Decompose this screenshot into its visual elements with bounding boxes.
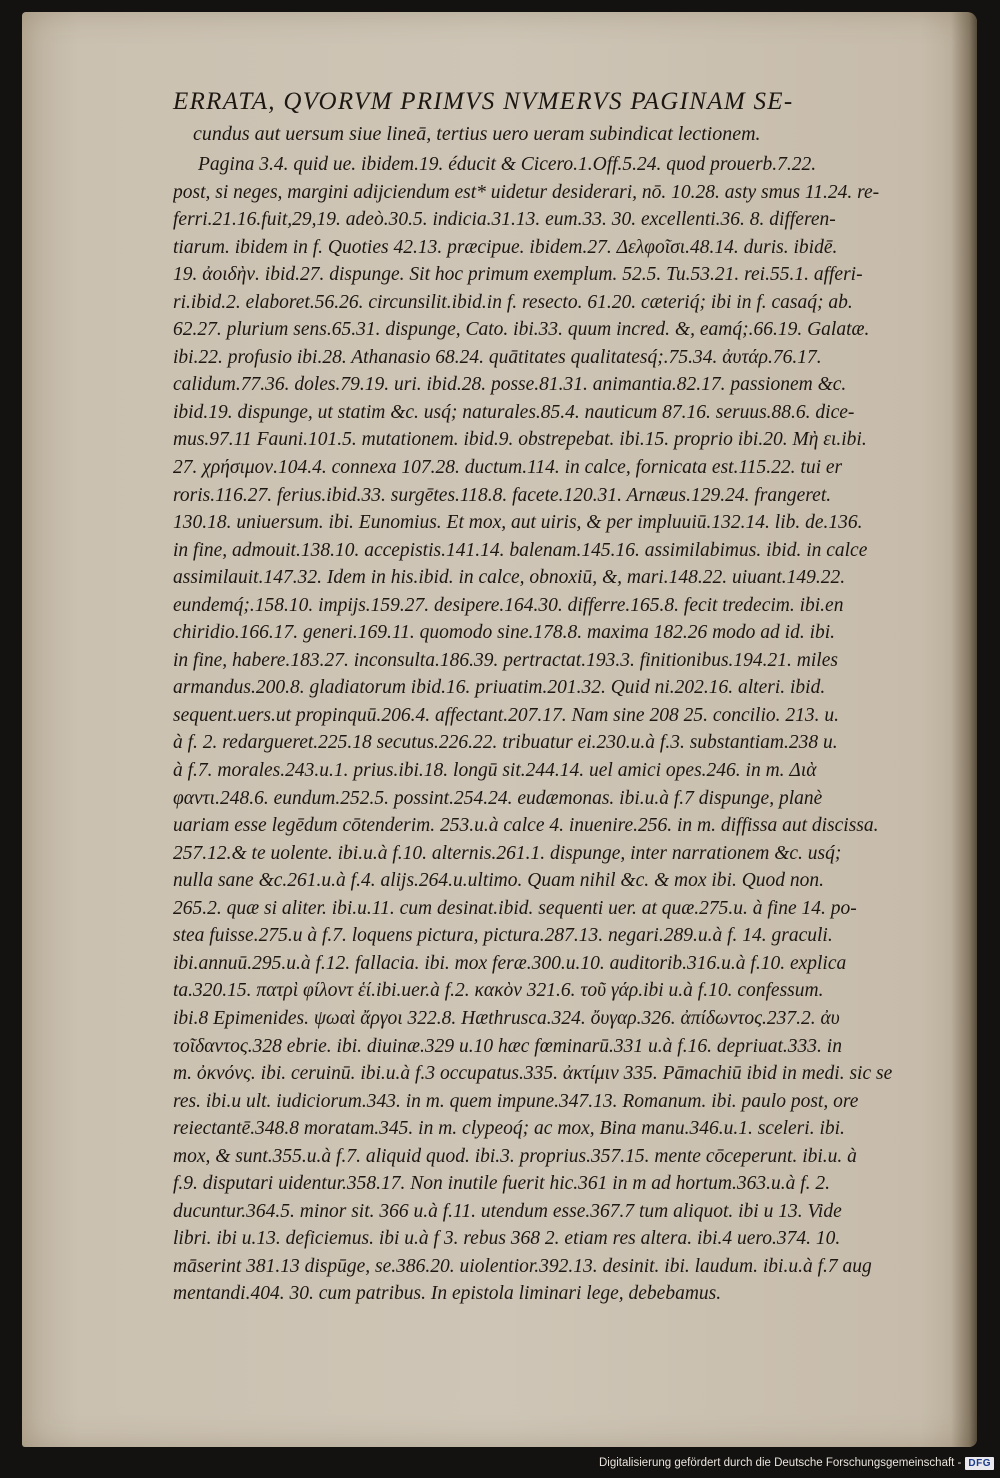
errata-line: in fine, admouit.138.10. accepistis.141.14. balenam.145.16. assimilabimus. ibid. in calce [173,539,868,561]
errata-line: ibi.22. profusio ibi.28. Athanasio 68.24. quātitates qualitatesq́;.75.34. ἀυτάρ.76.17. [173,346,822,368]
errata-line: nulla sane &c.261.u.à f.4. alijs.264.u.ultimo. Quam nihil &c. & mox ibi. Quod non. [173,870,825,892]
errata-line: ibi.8 Epimenides. ψωαὶ ἄργοι 322.8. Hæthrusca.324. ὄυγαρ.326. ἀπίδωντος.237.2. ἀυ [173,1007,840,1029]
errata-heading: ERRATA, QVORVM PRIMVS NVMERVS PAGINAM SE- [173,88,794,115]
errata-lines [173,151,933,1308]
errata-line: 62.27. plurium sens.65.31. dispunge, Cato. ibi.33. quum incred. &, eamq́;.66.19. Galatæ. [173,319,870,341]
errata-line: roris.116.27. ferius.ibid.33. surgētes.118.8. facete.120.31. Arnæus.129.24. frangeret. [173,484,832,506]
errata-line: 265.2. quæ si aliter. ibi.u.11. cum desinat.ibid. sequenti uer. at quæ.275.u. à fine 14. po- [173,897,857,919]
errata-line: sequent.uers.ut propinquū.206.4. affectant.207.17. Nam sine 208 25. concilio. 213. u. [173,704,840,726]
errata-line: ta.320.15. πατρὶ φίλοντ ἑί.ibi.uer.à f.2. κακὸν 321.6. τοῦ γάρ.ibi u.à f.10. confessum. [173,980,824,1002]
errata-line: res. ibi.u ult. iudiciorum.343. in m. quem impune.347.13. Romanum. ibi. paulo post, ore [173,1090,859,1112]
errata-line: Pagina 3.4. quid ue. ibidem.19. éducit & Cicero.1.Off.5.24. quod prouerb.7.22. [198,154,817,175]
errata-line: reiectantē.348.8 moratam.345. in m. clypeoq́; ac mox, Bina manu.346.u.1. sceleri. ibi. [173,1118,845,1140]
funding-credit-text: Digitalisierung gefördert durch die Deutsche Forschungsgemeinschaft - [598,1457,962,1469]
errata-line: ibi.annuū.295.u.à f.12. fallacia. ibi. mox feræ.300.u.10. auditorib.316.u.à f.10. explica [173,952,847,974]
page-gutter-shadow [951,12,977,1447]
errata-line: mus.97.11 Fauni.101.5. mutationem. ibid.9. obstrepebat. ibi.15. proprio ibi.20. Μὴ ει.ibi. [173,429,867,451]
errata-line: uariam esse legēdum cōtenderim. 253.u.à calce 4. inuenire.256. in m. diffissa aut discissa. [173,815,879,837]
errata-line: ferri.21.16.fuit,29,19. adeò.30.5. indicia.31.13. eum.33. 30. excellenti.36. 8. differen- [173,209,836,231]
errata-line: post, si neges, margini adijciendum est* uidetur desiderari, nō. 10.28. asty smus 11.24. re- [173,181,880,203]
errata-line: eundemq́;.158.10. impijs.159.27. desipere.164.30. differre.165.8. fecit tredecim. ibi.en [173,594,844,616]
errata-line: ibid.19. dispunge, ut statim &c. usq́; naturales.85.4. nauticum 87.16. seruus.88.6. dice- [173,401,855,423]
errata-line: 257.12.& te uolente. ibi.u.à f.10. alternis.261.1. dispunge, inter narrationem &c. usq́; [173,842,842,864]
errata-line: assimilauit.147.32. Idem in his.ibid. in calce, obnoxiū, &, mari.148.22. uiuant.149.22. [173,567,846,589]
errata-line: chiridio.166.17. generi.169.11. quomodo sine.178.8. maxima 182.26 modo ad id. ibi. [173,622,836,644]
errata-line: à f. 2. redargueret.225.18 secutus.226.22. tribuatur ei.230.u.à f.3. substantiam.238 u. [173,732,838,754]
errata-line: ducuntur.364.5. minor sit. 366 u.à f.11. utendum esse.367.7 tum aliquot. ibi u 13. Vide [173,1200,842,1222]
errata-line: mox, & sunt.355.u.à f.7. aliquid quod. ibi.3. proprius.357.15. mente cōceperunt. ibi.u. à [173,1145,857,1167]
errata-subheading: cundus aut uersum siue lineā, tertius uero ueram subindicat lectionem. [193,123,761,145]
errata-line: calidum.77.36. doles.79.19. uri. ibid.28. posse.81.31. animantia.82.17. passionem &c. [173,374,847,396]
errata-line: mentandi.404. 30. cum patribus. In epistola liminari lege, debebamus. [173,1283,722,1305]
errata-line: in fine, habere.183.27. inconsulta.186.39. pertractat.193.3. finitionibus.194.21. miles [173,649,838,671]
errata-text-block [173,85,933,1308]
errata-line: armandus.200.8. gladiatorum ibid.16. priuatim.201.32. Quid ni.202.16. alteri. ibid. [173,677,826,699]
errata-line: 27. χρήσιμον.104.4. connexa 107.28. ductum.114. in calce, fornicata est.115.22. tui er [173,457,843,479]
errata-line: libri. ibi u.13. deficiemus. ibi u.à f 3. rebus 368 2. etiam res altera. ibi.4 uero.374. 10. [173,1228,841,1250]
errata-line: māserint 381.13 dispūge, se.386.20. uiolentior.392.13. desinit. ibi. laudum. ibi.u.à f.7 aug [173,1255,872,1277]
errata-line: m. ὀκνόνς. ibi. ceruinū. ibi.u.à f.3 occupatus.335. ἀκτίμιν 335. Pāmachiū ibid in medi. sic se [173,1063,893,1085]
errata-line: à f.7. morales.243.u.1. prius.ibi.18. longū sit.244.14. uel amici opes.246. in m. Διὰ [173,760,817,782]
errata-line: 19. ἀοιδὴν. ibid.27. dispunge. Sit hoc primum exemplum. 52.5. Tu.53.21. rei.55.1. afferi- [173,264,863,286]
dfg-logo: DFG [965,1457,994,1470]
errata-line: stea fuisse.275.u à f.7. loquens pictura, pictura.287.13. negari.289.u.à f. 14. graculi. [173,925,833,947]
errata-line: f.9. disputari uidentur.358.17. Non inutile fuerit hic.361 in m ad hortum.363.u.à f. 2. [173,1173,831,1195]
errata-line: τοῖδαντος.328 ebrie. ibi. diuinæ.329 u.10 hæc fœminarū.331 u.à f.16. depriuat.333. in [173,1035,842,1057]
errata-line: φαντι.248.6. eundum.252.5. possint.254.24. eudæmonas. ibi.u.à f.7 dispunge, planè [173,787,823,809]
errata-line: 130.18. uniuersum. ibi. Eunomius. Et mox, aut uiris, & per impluuiū.132.14. lib. de.136. [173,512,863,534]
errata-line: tiarum. ibidem in f. Quoties 42.13. præcipue. ibidem.27. Δελφοῖσι.48.14. duris. ibidē. [173,236,838,258]
errata-line: ri.ibid.2. elaboret.56.26. circunsilit.ibid.in f. resecto. 61.20. cæteriq́; ibi in f. casaq́; ab. [173,291,853,313]
footer-credit [599,1452,994,1474]
